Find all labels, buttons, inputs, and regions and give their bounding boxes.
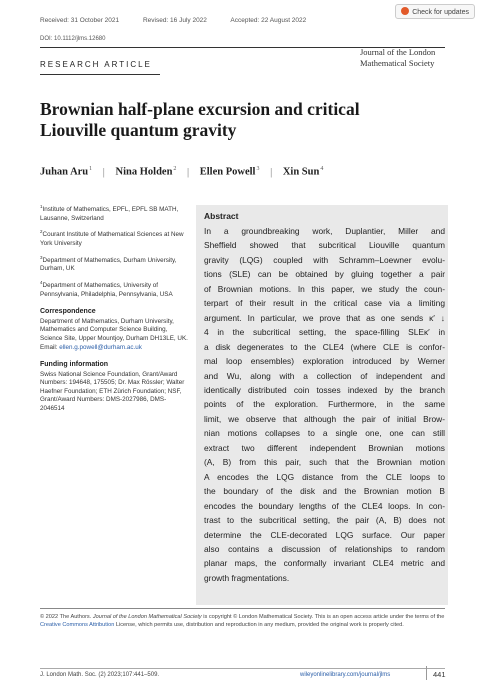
abstract-line: of Brownian motions. In this paper, we study the coun- — [204, 283, 445, 294]
abstract-line: Sheffield showed that subcritical Liouville quantum — [204, 240, 445, 251]
affiliation-text: Department of Mathematics, Durham University, Durham, UK — [40, 256, 177, 273]
article-dates — [40, 17, 328, 24]
affiliation-marker: 1 — [40, 204, 43, 209]
affiliation-marker: 4 — [40, 279, 43, 285]
update-badge-icon — [401, 7, 409, 15]
abstract-line: nian motions collapses to a single one, one can still — [204, 428, 445, 439]
journal-name — [360, 47, 470, 69]
sidebar — [40, 203, 190, 414]
doi[interactable]: DOI: 10.1112/jlms.12680 — [40, 36, 106, 42]
author-affil-marker: 4 — [320, 166, 324, 172]
revised-date: Revised: 16 July 2022 — [142, 17, 207, 24]
author-separator: | — [270, 166, 273, 178]
author-separator: | — [102, 166, 105, 178]
author-list — [40, 166, 323, 178]
copyright-notice — [40, 613, 445, 629]
abstract-line: In a groundbreaking work, Duplantier, Miller and — [204, 226, 445, 236]
correspondence-address: Department of Mathematics, Durham University, Mathematics and Computer Science Building, Science Site, Upper Mountjoy, Durham DH13LE, UK. — [40, 317, 188, 342]
abstract-line: points of the exploration. Furthermore, in the same — [204, 399, 445, 410]
copyright-journal: Journal of the London Mathematical Society — [92, 614, 202, 620]
abstract-line: argument. In particular, we prove that as one sends κ′ ↓ — [204, 312, 445, 323]
title-line-2: Liouville quantum gravity — [40, 120, 237, 140]
abstract-line: limit, we observe that although the pair of initial Brow- — [204, 413, 445, 424]
abstract-line: and Wu, along with a collection of independent and — [204, 370, 445, 381]
footer-divider — [40, 608, 445, 609]
page-number: 441 — [433, 670, 446, 679]
check-updates-label: Check for updates — [412, 9, 469, 16]
author-affil-marker: 3 — [256, 166, 260, 172]
abstract-line: encodes the boundary lengths of the CLE4 loops. In con- — [204, 500, 445, 511]
abstract-line: determine the CLE-decorated LQG surface. Our paper — [204, 529, 445, 540]
abstract-heading: Abstract — [204, 211, 239, 221]
email-link[interactable]: ellen.g.powell@durham.ac.uk — [59, 343, 142, 351]
copyright-text: License, which permits use, distribution and reproduction in any medium, provided the original work is properly cited. — [114, 622, 404, 628]
affiliation-marker: 2 — [40, 229, 43, 235]
abstract-line: tions (SLE) can be obtained by gluing together a pair — [204, 269, 445, 280]
copyright-text: is copyright © London Mathematical Society. This is an open access article under the terms of the — [201, 614, 445, 620]
abstract-line: gravity (LQG) coupled with Schramm–Loewner evolu- — [204, 254, 445, 265]
affiliation — [40, 279, 190, 299]
abstract-line: terpart of their result in the critical case via a limiting — [204, 298, 445, 309]
accepted-date: Accepted: 22 August 2022 — [230, 17, 307, 24]
journal-citation: J. London Math. Soc. (2) 2023;107:441–509. — [40, 672, 160, 678]
journal-name-line2: Mathematical Society — [360, 58, 435, 68]
article-title — [40, 99, 460, 141]
abstract-text — [204, 224, 445, 585]
affiliation-text: Institute of Mathematics, EPFL, EPFL SB MATH, Lausanne, Switzerland — [40, 206, 179, 222]
section-underline — [40, 74, 160, 75]
received-date: Received: 31 October 2021 — [40, 17, 120, 24]
funding-heading: Funding information — [40, 361, 109, 369]
abstract-line: extract two different independent Brownian motions — [204, 442, 445, 453]
abstract-line: (A, B) from this pair, such that the Brownian motion — [204, 457, 445, 468]
wiley-link[interactable]: wileyonlinelibrary.com/journal/jlms — [300, 672, 391, 678]
author-name[interactable]: Ellen Powell — [199, 166, 256, 178]
title-line-1: Brownian half-plane excursion and critical — [40, 99, 360, 119]
author-affil-marker: 2 — [173, 166, 177, 172]
abstract-line: the boundary of the disk and the Brownian motion B — [204, 486, 445, 497]
abstract-line: trast to the subcritical setting, the pair (A, B) does not — [204, 515, 445, 526]
affiliation-text: Courant Institute of Mathematical Sciences at New York University — [40, 231, 184, 247]
abstract-line: mal loop ensembles) exploration introduced by Werner — [204, 356, 445, 367]
copyright-text: © 2022 The Authors. — [40, 614, 93, 620]
bottom-divider — [40, 668, 445, 669]
author-affil-marker: 1 — [89, 166, 93, 172]
author-separator: | — [187, 166, 190, 178]
journal-name-line1: Journal of the London — [360, 47, 436, 57]
correspondence-text — [40, 318, 190, 352]
affiliation — [40, 228, 190, 248]
page-number-divider — [426, 666, 427, 680]
affiliation-marker: 3 — [40, 254, 43, 260]
license-link[interactable]: Creative Commons Attribution — [40, 622, 115, 628]
abstract-line: also contains a discussion of relationships to random — [204, 543, 445, 554]
abstract-line: planar maps, the conformally invariant CLE4 metric and — [204, 558, 445, 569]
abstract-line: a disk degenerates to the CLE4 (where CLE is confor- — [204, 341, 445, 352]
affiliation — [40, 203, 190, 223]
abstract-line: identically distributed coin tosses indexed by the branch — [204, 384, 445, 395]
abstract-line: 4 in the subcritical setting, the space-filling SLEκ′ in — [204, 327, 445, 338]
abstract-line: A encodes the LQG distance from the CLE loops to — [204, 471, 445, 482]
email-label: Email: — [40, 343, 58, 351]
affiliation-text: Department of Mathematics, University of Pennsylvania, Philadelphia, Pennsylvania, USA — [40, 281, 173, 298]
affiliation — [40, 254, 190, 274]
correspondence-heading: Correspondence — [40, 308, 96, 316]
author-name[interactable]: Juhan Aru — [40, 166, 89, 178]
author-name[interactable]: Xin Sun — [282, 166, 320, 178]
funding-text: Swiss National Science Foundation, Grant/Award Numbers: 194648, 175505; Dr. Max Rössler; Walter Haefner Foundation; ETH Zürich Foundation; NSF, Grant/Award Numbers: DMS-2027986, DMS-2046514 — [40, 370, 185, 413]
abstract-line: growth fragmentations. — [204, 572, 290, 583]
author-name[interactable]: Nina Holden — [115, 166, 173, 178]
section-label: RESEARCH ARTICLE — [40, 60, 152, 69]
check-for-updates-button[interactable] — [395, 4, 475, 19]
